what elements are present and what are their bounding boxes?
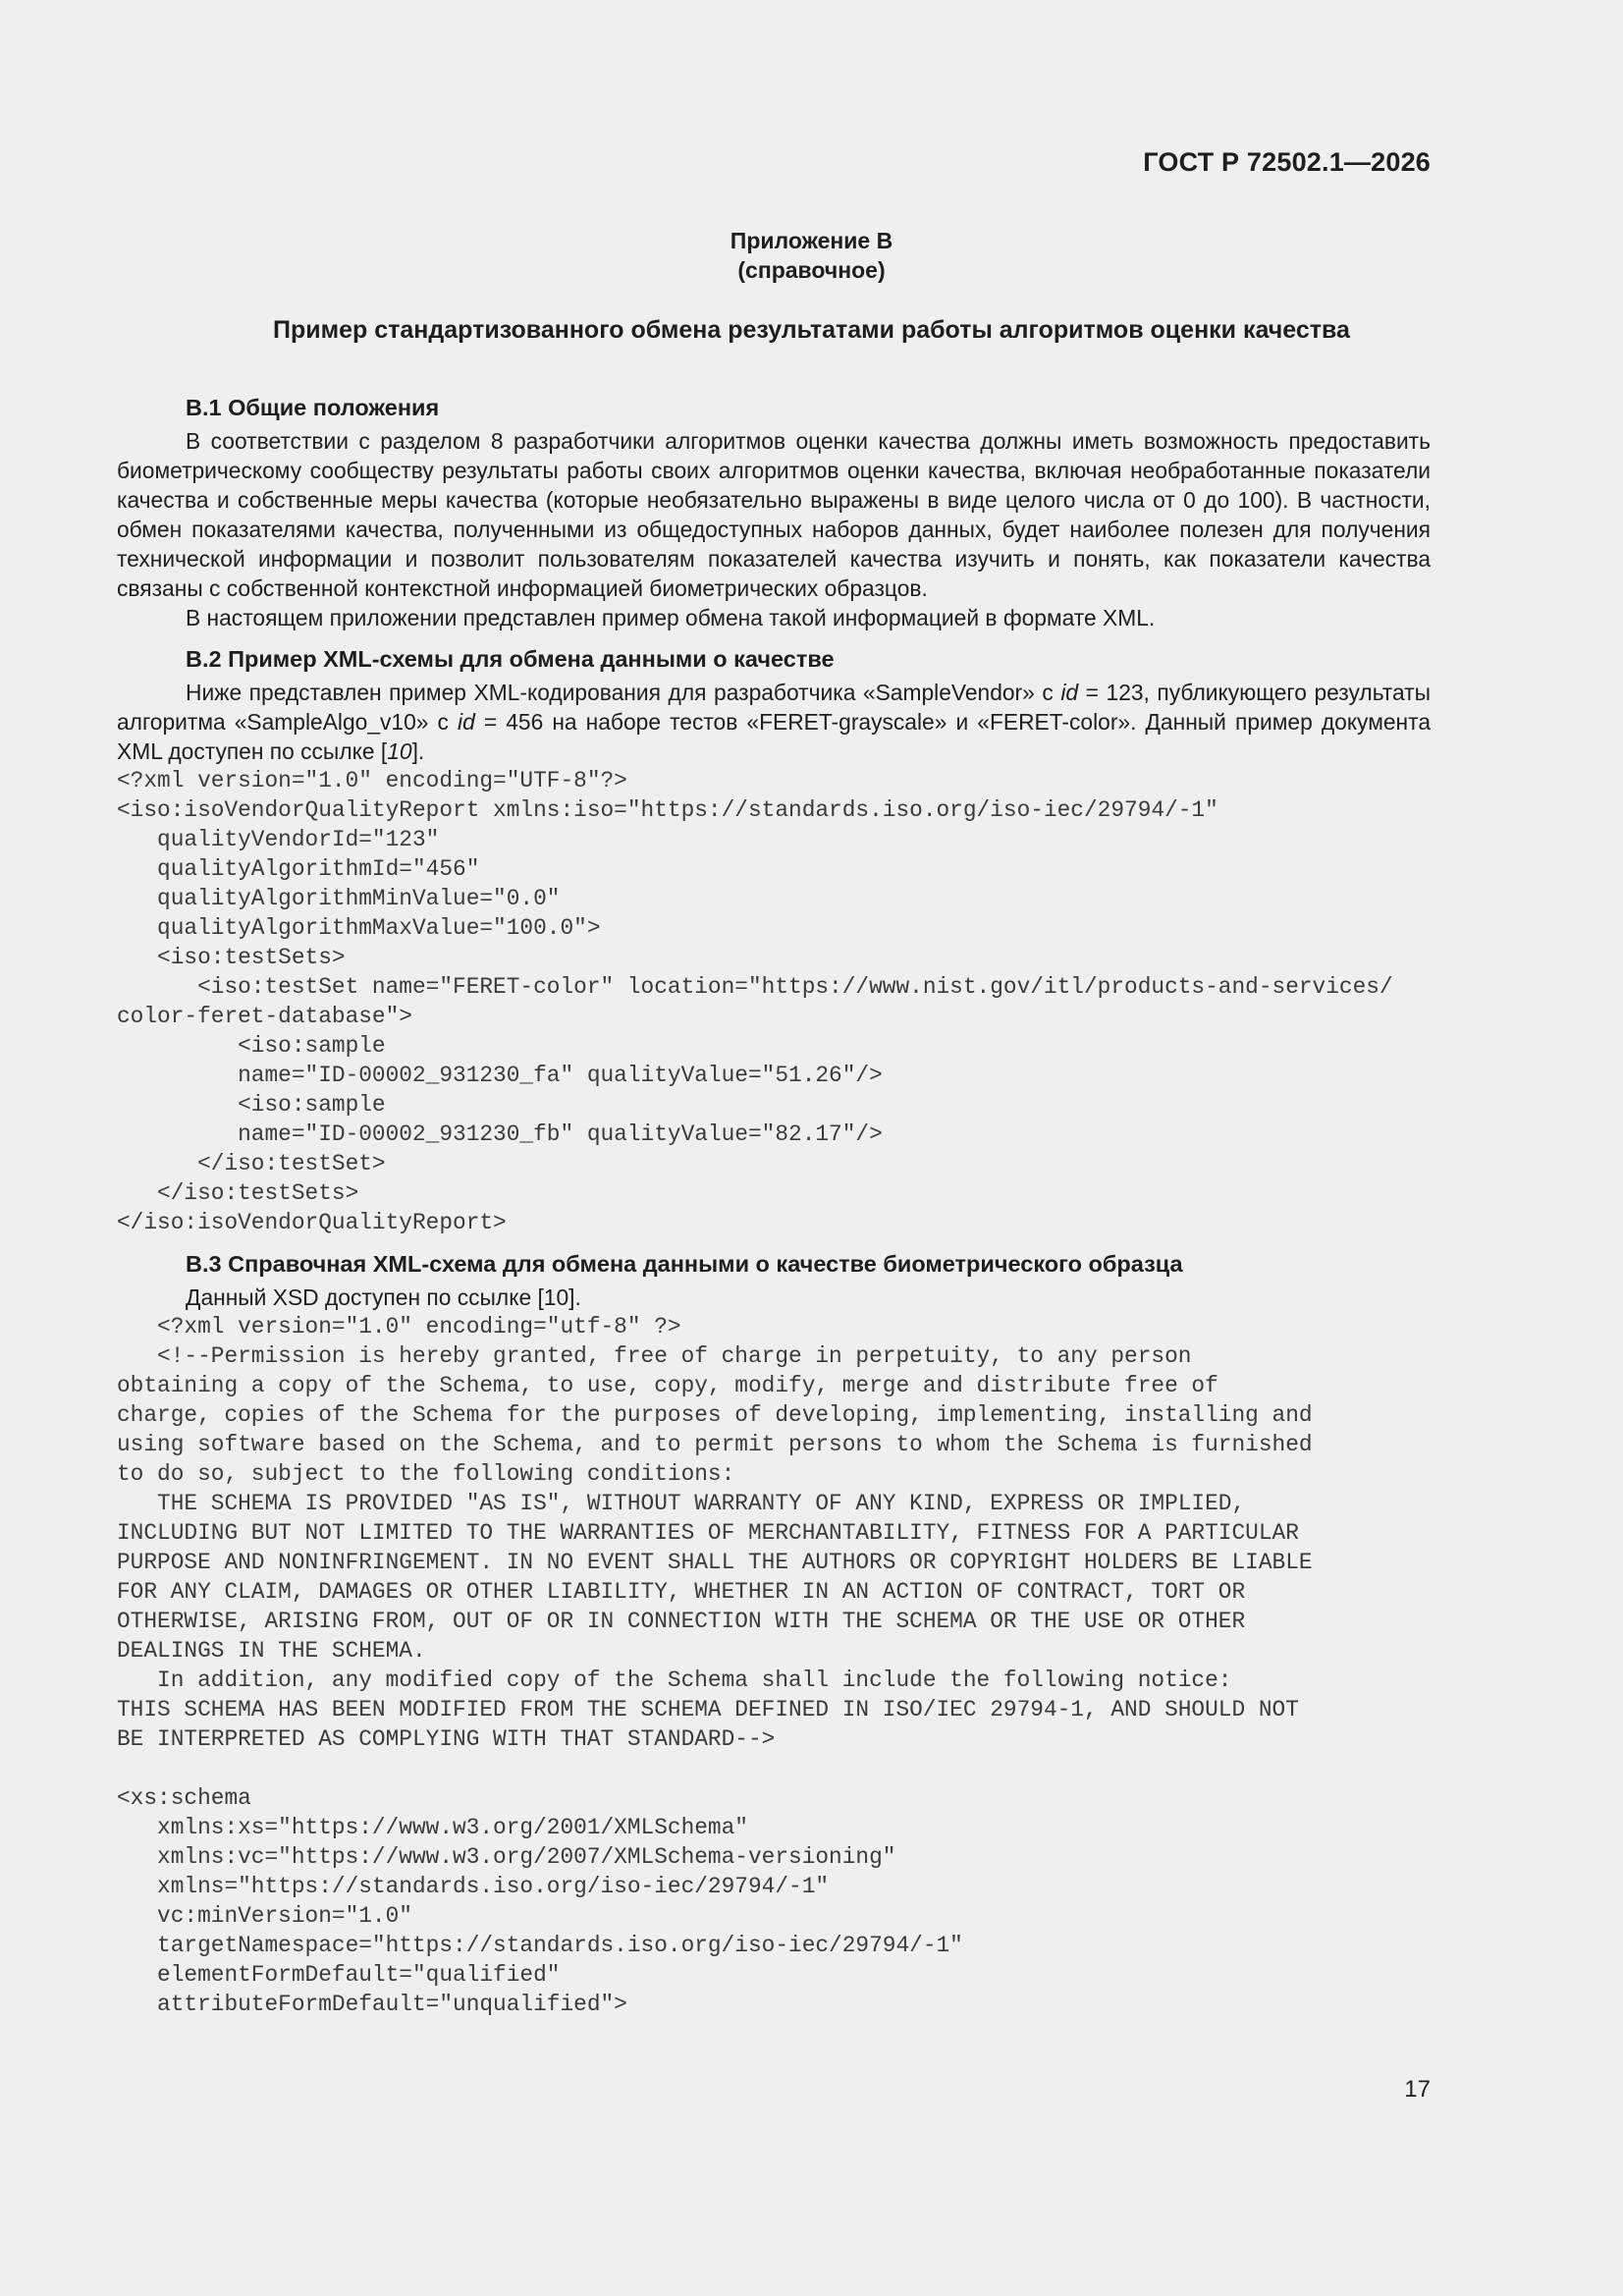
paragraph-b2-text-a: Ниже представлен пример XML-кодирования для разработчика «SampleVendor» с: [186, 680, 1061, 705]
paragraph-b2-text-d: ].: [411, 738, 425, 764]
id-term-1: id: [1060, 680, 1079, 705]
xml-example-code: <?xml version="1.0" encoding="UTF-8"?> <iso:isoVendorQualityReport xmlns:iso="https://standards.iso.org/iso-iec/29794/-1" qualityVendorId="123" qualityAlgorithmId="456" qualityAlgorithmMinValue="0.0" qualityAlgorithmMaxValue="100.0"> <iso:testSets> <iso:testSet name="FERET-color" location="https://www.nist.gov/itl/products-and-services/ color-feret-database"> <iso:sample name="ID-00002_931230_fa" qualityValue="51.26"/> <iso:sample name="ID-00002_931230_fb" qualityValue="82.17"/> </iso:testSet> </iso:testSets> </iso:isoVendorQualityReport>: [117, 768, 1393, 1235]
annex-title: Пример стандартизованного обмена результатами работы алгоритмов оценки качества: [273, 316, 1350, 344]
section-heading-b1: В.1 Общие положения: [186, 395, 440, 420]
paragraph-b2-text-b: = 123, публикующего результаты алгоритма «SampleAlgo_v10» с: [117, 680, 1431, 735]
annex-label: Приложение В: [730, 228, 893, 253]
document-number: ГОСТ Р 72502.1—2026: [1143, 147, 1431, 177]
paragraph-b3: Данный XSD доступен по ссылке [10].: [186, 1285, 581, 1310]
document-body: [117, 391, 1431, 2019]
id-term-2: id: [458, 709, 475, 735]
page-number: 17: [1404, 2076, 1431, 2103]
paragraph-b2: [117, 678, 1431, 766]
paragraph-b1-2: В настоящем приложении представлен пример обмена такой информацией в формате XML.: [186, 605, 1156, 630]
paragraph-b2-text-c: = 456 на наборе тестов «FERET-grayscale» и «FERET-color». Данный пример документа XML доступен по ссылке [: [117, 709, 1432, 764]
annex-heading: [0, 226, 1623, 285]
section-heading-b3: В.3 Справочная XML-схема для обмена данными о качестве биометрического образца: [186, 1251, 1183, 1277]
xsd-schema-code: <?xml version="1.0" encoding="utf-8" ?> <!--Permission is hereby granted, free of charge in perpetuity, to any person obtaining a copy of the Schema, to use, copy, modify, merge and distribute free of charge, copies of the Schema for the purposes of developing, implementing, installing and using software based on the Schema, and to permit persons to whom the Schema is furnished to do so, subject to the following conditions: THE SCHEMA IS PROVIDED "AS IS", WITHOUT WARRANTY OF ANY KIND, EXPRESS OR IMPLIED, INCLUDING BUT NOT LIMITED TO THE WARRANTIES OF MERCHANTABILITY, FITNESS FOR A PARTICULAR PURPOSE AND NONINFRINGEMENT. IN NO EVENT SHALL THE AUTHORS OR COPYRIGHT HOLDERS BE LIABLE FOR ANY CLAIM, DAMAGES OR OTHER LIABILITY, WHETHER IN AN ACTION OF CONTRACT, TORT OR OTHERWISE, ARISING FROM, OUT OF OR IN CONNECTION WITH THE SCHEMA OR THE USE OR OTHER DEALINGS IN THE SCHEMA. In addition, any modified copy of the Schema shall include the following notice: THIS SCHEMA HAS BEEN MODIFIED FROM THE SCHEMA DEFINED IN ISO/IEC 29794-1, AND SHOULD NOT BE INTERPRETED AS COMPLYING WITH THAT STANDARD--> <xs:schema xmlns:xs="https://www.w3.org/2001/XMLSchema" xmlns:vc="https://www.w3.org/2007/XMLSchema-versioning" xmlns="https://standards.iso.org/iso-iec/29794/-1" vc:minVersion="1.0" targetNamespace="https://standards.iso.org/iso-iec/29794/-1" elementFormDefault="qualified" attributeFormDefault="unqualified">: [117, 1314, 1313, 2017]
paragraph-b1-1: В соответствии с разделом 8 разработчики алгоритмов оценки качества должны иметь возможность предоставить биометрическому сообществу результаты работы своих алгоритмов оценки качества, включая необработанные показатели качества и собственные меры качества (которые необязательно выражены в виде целого числа от 0 до 100). В частности, обмен показателями качества, полученными из общедоступных наборов данных, будет наиболее полезен для получения технической информации и позволит пользователям показателей качества изучить и понять, как показатели качества связаны с собственной контекстной информацией биометрических образцов.: [117, 428, 1431, 601]
reference-number: 10: [387, 738, 412, 764]
section-heading-b2: В.2 Пример XML-схемы для обмена данными о качестве: [186, 646, 835, 672]
annex-type: (справочное): [737, 257, 886, 283]
